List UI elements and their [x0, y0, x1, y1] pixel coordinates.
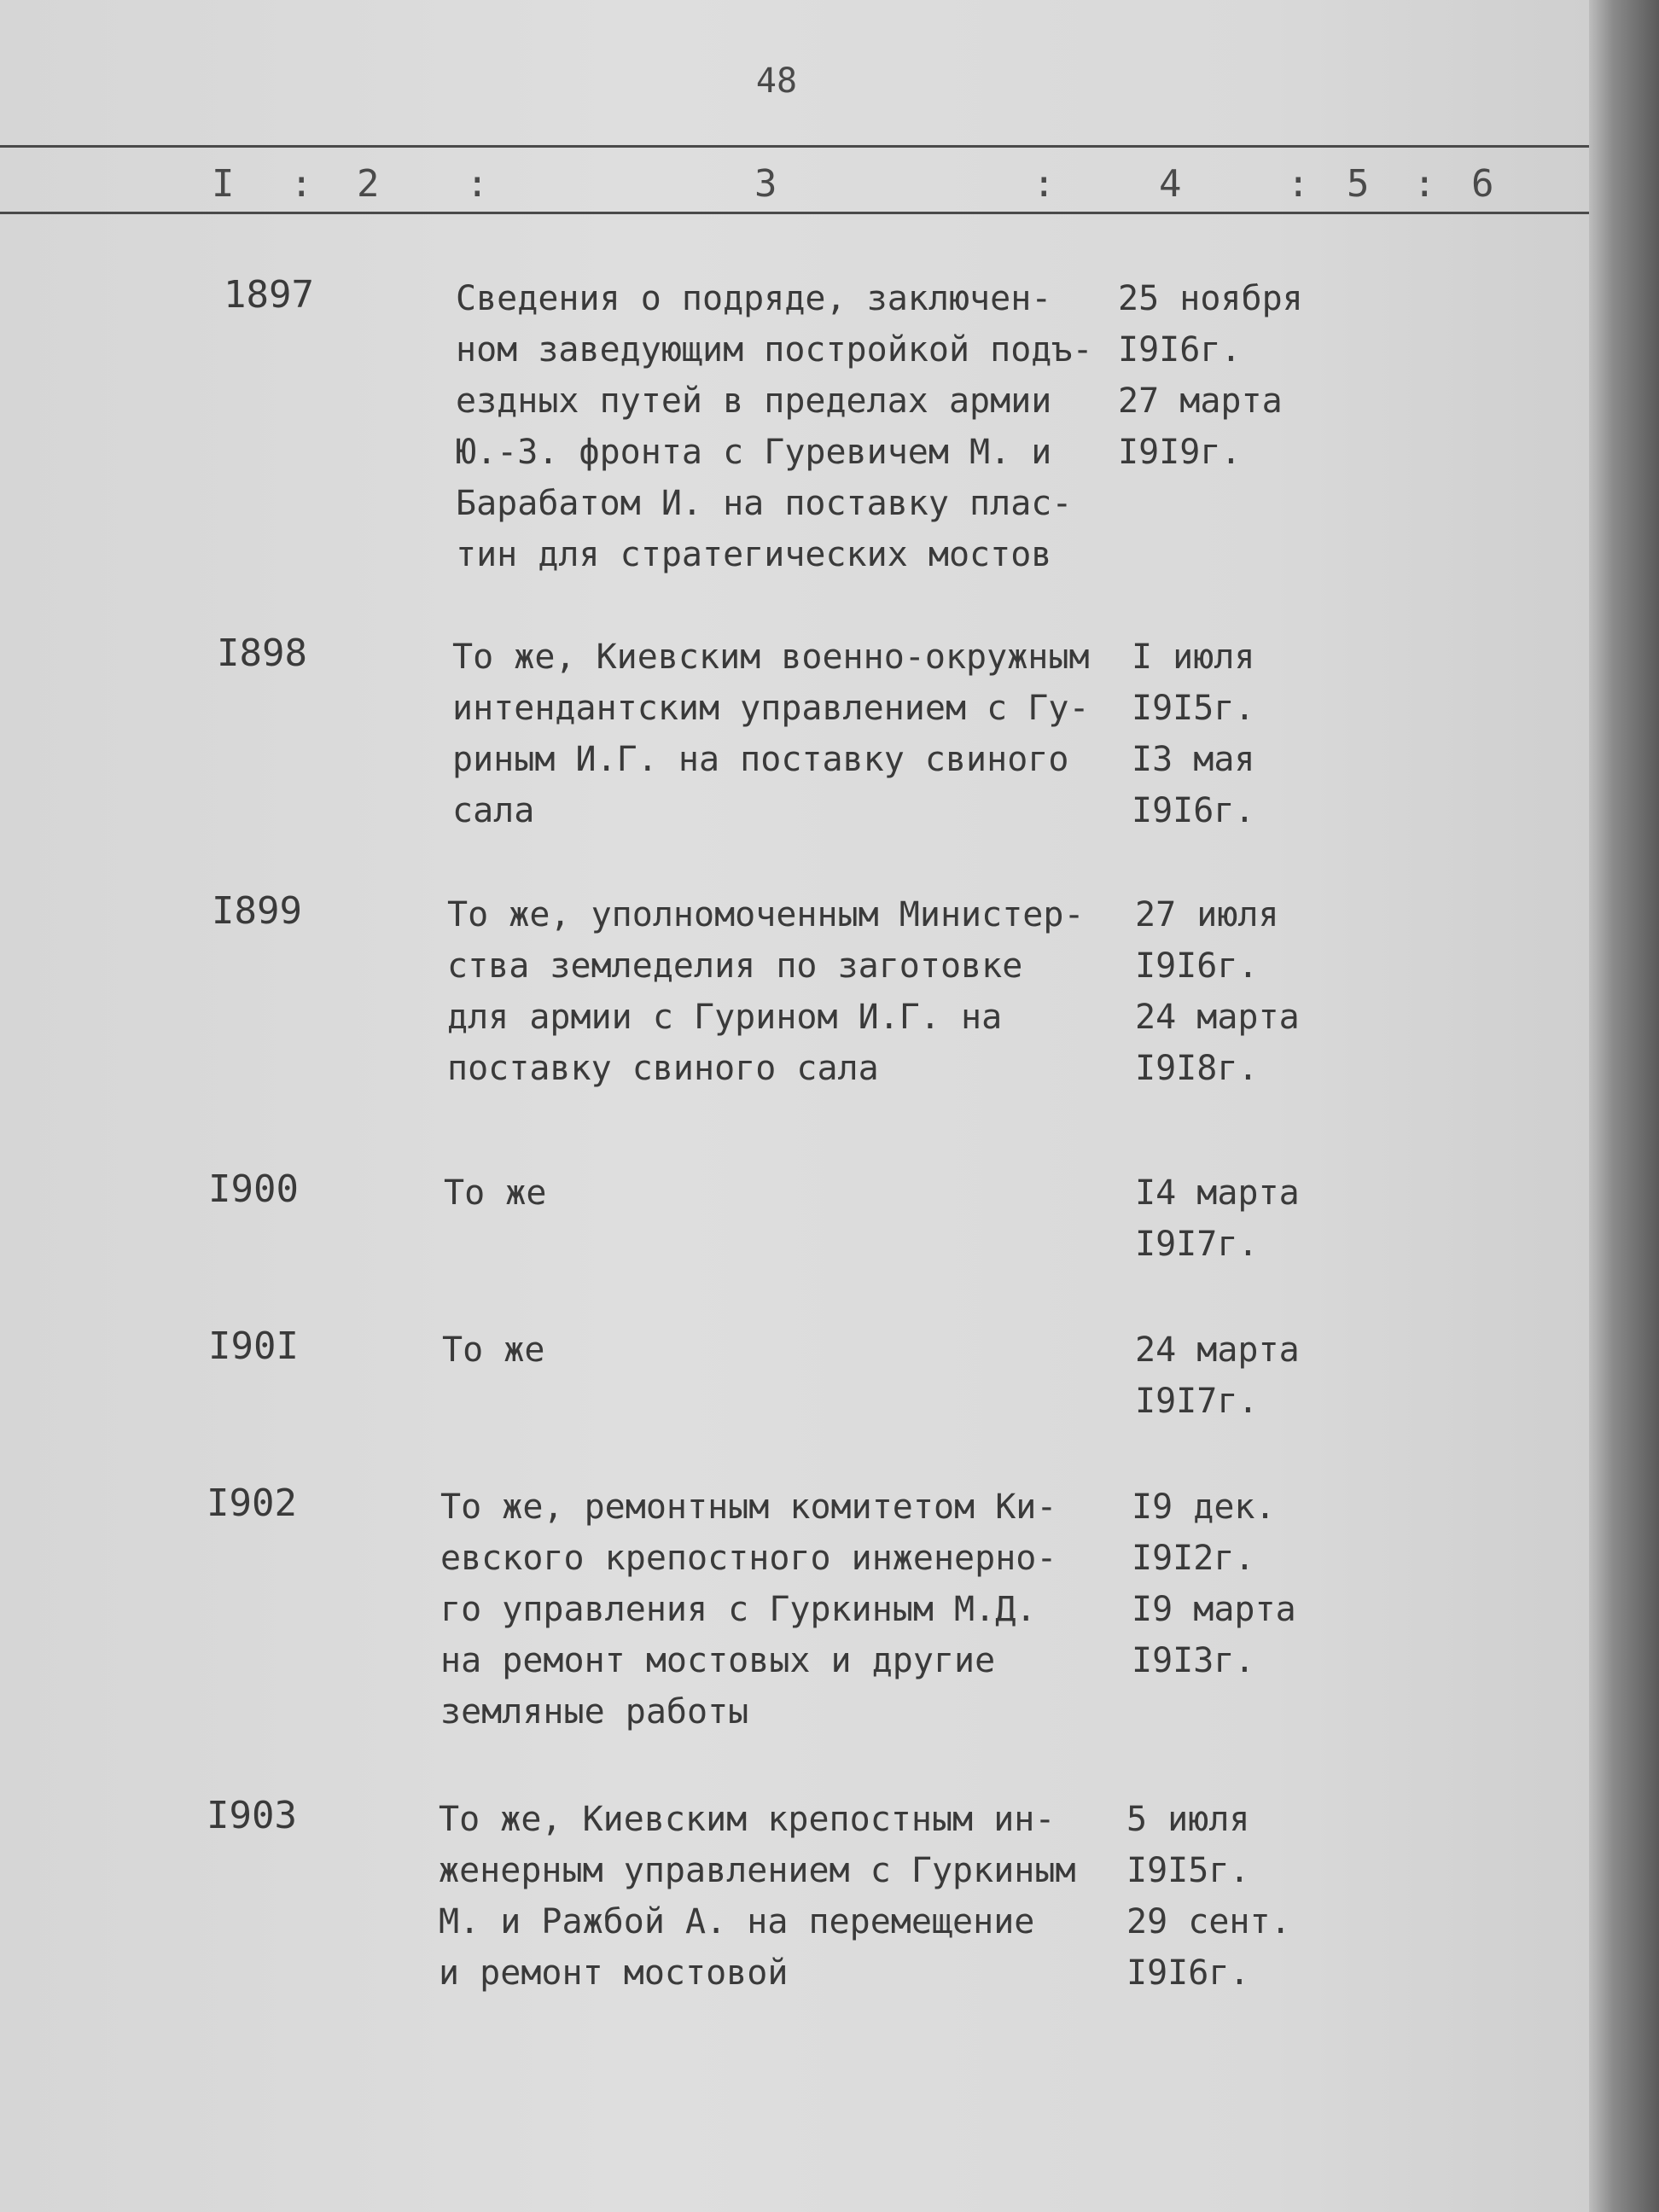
header-col-1: I — [212, 162, 235, 206]
record-number: I900 — [208, 1167, 299, 1211]
description-line: поставку свиного сала — [447, 1049, 879, 1088]
date-line: I9I8г. — [1135, 1049, 1259, 1088]
description-line: евского крепостного инженерно- — [440, 1539, 1057, 1578]
description-line: ном заведующим постройкой подъ- — [456, 330, 1093, 370]
date-line: I9I9г. — [1118, 433, 1242, 472]
description-line: сала — [452, 791, 535, 830]
date-line: 25 ноября — [1118, 279, 1303, 318]
description-line: ства земледелия по заготовке — [447, 946, 1023, 986]
record-dates — [1118, 273, 1340, 478]
date-line: I9I6г. — [1118, 330, 1242, 370]
description-line: Барабатом И. на поставку плас- — [456, 484, 1073, 523]
date-line: I9 марта — [1132, 1590, 1296, 1629]
record-number: I90I — [208, 1324, 299, 1368]
record-dates — [1132, 632, 1353, 836]
record-description — [442, 1324, 1108, 1376]
description-line: М. и Ражбой А. на перемещение — [439, 1902, 1035, 1941]
record-number: 1897 — [224, 273, 314, 317]
header-sep-4: : — [1287, 162, 1310, 206]
header-sep-3: : — [1033, 162, 1056, 206]
record-number: I899 — [212, 889, 302, 933]
date-line: 27 июля — [1135, 895, 1279, 934]
record-number: I898 — [217, 632, 307, 675]
description-line: То же, уполномоченным Министер- — [447, 895, 1085, 934]
description-line: и ремонт мостовой — [439, 1953, 789, 1993]
record-dates — [1126, 1794, 1348, 1999]
date-line: I3 мая — [1132, 740, 1255, 779]
description-line: тин для стратегических мостов — [456, 535, 1052, 574]
date-line: I9I7г. — [1135, 1382, 1259, 1421]
description-line: Ю.-З. фронта с Гуревичем М. и — [456, 433, 1052, 472]
record-description — [440, 1481, 1106, 1738]
description-line: Сведения о подряде, заключен- — [456, 279, 1052, 318]
description-line: То же, Киевским военно-окружным — [452, 637, 1090, 677]
header-col-4: 4 — [1159, 162, 1182, 206]
date-line: I9I5г. — [1126, 1851, 1250, 1890]
date-line: I9I6г. — [1135, 946, 1259, 986]
date-line: 29 сент. — [1126, 1902, 1291, 1941]
header-sep-2: : — [466, 162, 489, 206]
header-rule-top — [0, 145, 1589, 148]
description-line: То же — [444, 1173, 547, 1213]
date-line: I9 дек. — [1132, 1487, 1276, 1527]
record-number: I902 — [207, 1481, 297, 1525]
page-edge-shadow — [1589, 0, 1659, 2212]
record-description — [444, 1167, 1109, 1219]
date-line: 5 июля — [1126, 1800, 1250, 1839]
header-rule-bottom — [0, 212, 1589, 214]
record-dates — [1135, 889, 1357, 1094]
description-line: То же, Киевским крепостным ин- — [439, 1800, 1056, 1839]
date-line: 27 марта — [1118, 381, 1283, 421]
description-line: риным И.Г. на поставку свиного — [452, 740, 1069, 779]
description-line: го управления с Гуркиным М.Д. — [440, 1590, 1037, 1629]
description-line: женерным управлением с Гуркиным — [439, 1851, 1076, 1890]
description-line: То же, ремонтным комитетом Ки- — [440, 1487, 1057, 1527]
date-line: I9I5г. — [1132, 689, 1255, 728]
description-line: интендантским управлением с Гу- — [452, 689, 1090, 728]
description-line: То же — [442, 1330, 545, 1370]
date-line: I9I2г. — [1132, 1539, 1255, 1578]
date-line: I июля — [1132, 637, 1255, 677]
description-line: на ремонт мостовых и другие — [440, 1641, 996, 1680]
date-line: 24 марта — [1135, 998, 1300, 1037]
record-dates — [1135, 1324, 1357, 1427]
header-col-3: 3 — [754, 162, 777, 206]
record-dates — [1132, 1481, 1353, 1686]
header-sep-5: : — [1413, 162, 1436, 206]
record-number: I903 — [207, 1794, 297, 1837]
date-line: I9I3г. — [1132, 1641, 1255, 1680]
description-line: ездных путей в пределах армии — [456, 381, 1052, 421]
date-line: I9I7г. — [1135, 1225, 1259, 1264]
description-line: для армии с Гурином И.Г. на — [447, 998, 1003, 1037]
record-description — [439, 1794, 1104, 1999]
header-col-2: 2 — [357, 162, 380, 206]
record-description — [452, 632, 1118, 836]
record-dates — [1135, 1167, 1357, 1270]
record-description — [456, 273, 1121, 580]
header-col-6: 6 — [1471, 162, 1494, 206]
header-col-5: 5 — [1347, 162, 1370, 206]
page-number: 48 — [755, 61, 798, 101]
description-line: земляные работы — [440, 1692, 749, 1732]
date-line: I9I6г. — [1126, 1953, 1250, 1993]
date-line: 24 марта — [1135, 1330, 1300, 1370]
header-sep-1: : — [290, 162, 313, 206]
date-line: I4 марта — [1135, 1173, 1300, 1213]
record-description — [447, 889, 1113, 1094]
date-line: I9I6г. — [1132, 791, 1255, 830]
